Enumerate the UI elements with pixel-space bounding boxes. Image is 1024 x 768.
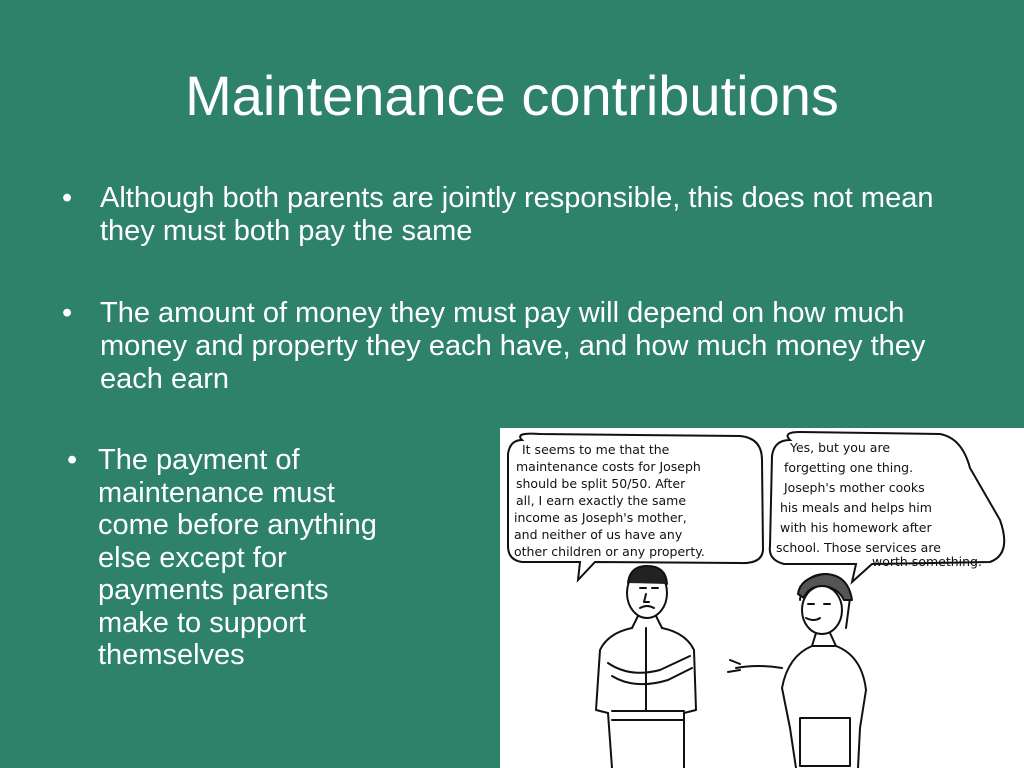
right-bubble-line: forgetting one thing. bbox=[784, 460, 914, 475]
woman-figure bbox=[728, 574, 866, 768]
left-bubble-line: It seems to me that the bbox=[522, 442, 670, 457]
left-bubble-line: income as Joseph's mother, bbox=[514, 510, 687, 525]
bullet-text: The payment of maintenance must come before anything else except for payments parents make to support themselves bbox=[98, 444, 377, 671]
man-figure bbox=[596, 566, 696, 768]
left-bubble-line: other children or any property. bbox=[514, 544, 705, 559]
right-bubble-line: school. Those services are bbox=[776, 540, 941, 555]
right-bubble-line: Yes, but you are bbox=[790, 440, 891, 455]
left-bubble-line: all, I earn exactly the same bbox=[516, 493, 687, 508]
bullet-marker: • bbox=[67, 444, 78, 476]
right-bubble-line: worth something. bbox=[872, 554, 982, 569]
cartoon-drawing bbox=[500, 428, 1024, 768]
bullet-text: Although both parents are jointly responsible, this does not mean they must both pay the same bbox=[100, 182, 934, 247]
bullet-item-2 bbox=[62, 297, 972, 396]
bullet-item-1 bbox=[62, 182, 962, 248]
bullet-marker: • bbox=[62, 182, 73, 214]
right-bubble-line: Joseph's mother cooks bbox=[784, 480, 925, 495]
bullet-item-3 bbox=[67, 444, 397, 672]
bullet-marker: • bbox=[62, 297, 73, 329]
left-bubble-text bbox=[514, 442, 705, 559]
left-bubble-line: maintenance costs for Joseph bbox=[516, 459, 701, 474]
left-bubble-line: and neither of us have any bbox=[514, 527, 683, 542]
bullet-text: The amount of money they must pay will depend on how much money and property they each have, and how much money they each earn bbox=[100, 297, 926, 395]
left-bubble-line: should be split 50/50. After bbox=[516, 476, 686, 491]
cartoon-illustration bbox=[500, 428, 1024, 768]
slide-title: Maintenance contributions bbox=[185, 64, 839, 127]
right-bubble-line: his meals and helps him bbox=[780, 500, 932, 515]
right-bubble-line: with his homework after bbox=[780, 520, 932, 535]
